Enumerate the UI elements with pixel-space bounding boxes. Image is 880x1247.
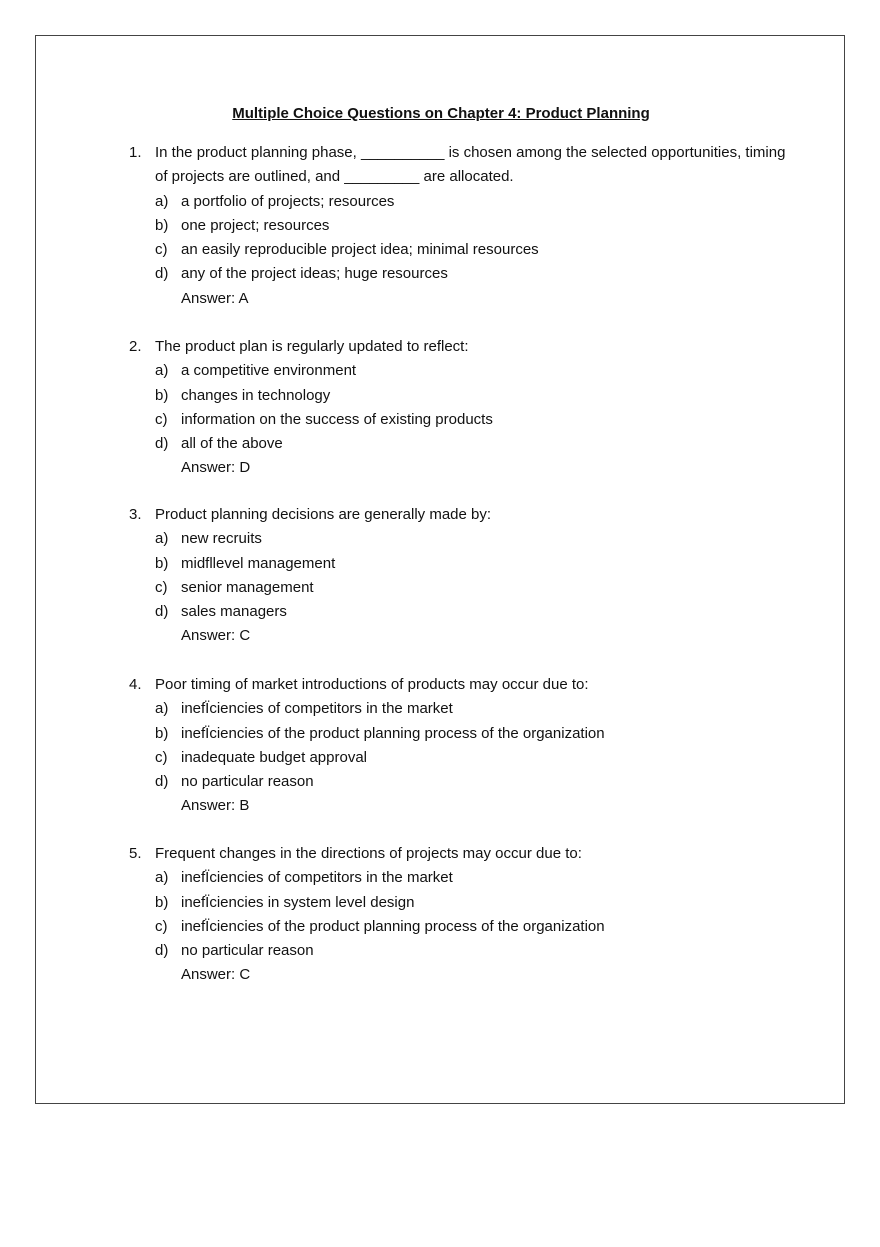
option-letter: b) xyxy=(155,386,169,404)
answer-value: C xyxy=(239,627,251,645)
option-text: new recruits xyxy=(181,530,262,548)
question-stem: Poor timing of market introductions of products may occur due to: xyxy=(155,676,589,693)
question-text xyxy=(129,335,789,359)
question-3 xyxy=(129,503,789,649)
option-text: sales managers xyxy=(181,603,287,621)
option-b xyxy=(129,891,789,915)
option-text: senior management xyxy=(181,578,314,596)
answer-value: C xyxy=(239,966,251,984)
answer-value: D xyxy=(239,459,251,477)
option-b xyxy=(129,722,789,746)
option-text: an easily reproducible project idea; minimal resources xyxy=(181,241,539,259)
answer-line xyxy=(129,624,789,648)
option-letter: a) xyxy=(155,362,169,380)
option-text: no particular reason xyxy=(181,773,314,791)
option-letter: a) xyxy=(155,700,169,718)
option-b xyxy=(129,384,789,408)
answer-label: Answer: xyxy=(181,966,236,984)
option-a xyxy=(129,866,789,890)
option-letter: c) xyxy=(155,748,168,766)
question-number: 1. xyxy=(129,144,142,161)
question-text xyxy=(129,141,789,190)
option-c xyxy=(129,746,789,770)
question-text xyxy=(129,673,789,697)
option-a xyxy=(129,359,789,383)
question-stem: In the product planning phase, __________ is chosen among the selected opportunities, timing of projects are outlined, and _________ are allocated. xyxy=(155,144,786,186)
option-text: inefÏciencies of the product planning process of the organization xyxy=(181,917,605,935)
answer-line xyxy=(129,287,789,311)
option-letter: d) xyxy=(155,435,169,453)
option-text: a portfolio of projects; resources xyxy=(181,192,395,210)
option-letter: b) xyxy=(155,216,169,234)
option-c xyxy=(129,408,789,432)
option-letter: b) xyxy=(155,893,169,911)
option-text: changes in technology xyxy=(181,386,331,404)
answer-label: Answer: xyxy=(181,797,236,815)
option-c xyxy=(129,238,789,262)
answer-line xyxy=(129,963,789,987)
answer-value: A xyxy=(238,289,249,307)
document-title: Multiple Choice Questions on Chapter 4: Product Planning xyxy=(232,105,650,122)
answer-label: Answer: xyxy=(181,289,236,307)
option-letter: d) xyxy=(155,603,169,621)
answer-label: Answer: xyxy=(181,459,236,477)
option-text: inadequate budget approval xyxy=(181,748,367,766)
option-letter: a) xyxy=(155,869,169,887)
answer-label: Answer: xyxy=(181,627,236,645)
option-d xyxy=(129,770,789,794)
question-text xyxy=(129,503,789,527)
question-number: 5. xyxy=(129,845,142,862)
option-letter: a) xyxy=(155,192,169,210)
option-letter: d) xyxy=(155,773,169,791)
question-1 xyxy=(129,141,789,311)
option-d xyxy=(129,600,789,624)
question-number: 4. xyxy=(129,676,142,693)
question-2 xyxy=(129,335,789,481)
option-letter: d) xyxy=(155,265,169,283)
question-5 xyxy=(129,842,789,988)
option-text: any of the project ideas; huge resources xyxy=(181,265,448,283)
option-letter: b) xyxy=(155,554,169,572)
option-text: inefÏciencies of competitors in the market xyxy=(181,869,453,887)
option-letter: c) xyxy=(155,578,168,596)
option-d xyxy=(129,262,789,286)
option-d xyxy=(129,939,789,963)
option-d xyxy=(129,432,789,456)
option-letter: b) xyxy=(155,724,169,742)
option-text: inefÏciencies of the product planning process of the organization xyxy=(181,724,605,742)
option-letter: c) xyxy=(155,410,168,428)
answer-line xyxy=(129,794,789,818)
question-number: 2. xyxy=(129,338,142,355)
question-stem: The product plan is regularly updated to reflect: xyxy=(155,338,469,355)
question-number: 3. xyxy=(129,506,142,523)
option-text: information on the success of existing products xyxy=(181,410,493,428)
option-c xyxy=(129,576,789,600)
option-text: inefÏciencies in system level design xyxy=(181,893,415,911)
option-letter: c) xyxy=(155,917,168,935)
option-letter: d) xyxy=(155,942,169,960)
option-letter: a) xyxy=(155,530,169,548)
option-a xyxy=(129,190,789,214)
option-a xyxy=(129,527,789,551)
option-text: all of the above xyxy=(181,435,283,453)
option-b xyxy=(129,552,789,576)
option-text: inefÏciencies of competitors in the market xyxy=(181,700,453,718)
question-stem: Frequent changes in the directions of projects may occur due to: xyxy=(155,845,582,862)
option-text: a competitive environment xyxy=(181,362,357,380)
answer-line xyxy=(129,456,789,480)
question-4 xyxy=(129,673,789,819)
option-c xyxy=(129,915,789,939)
option-letter: c) xyxy=(155,241,168,259)
question-stem: Product planning decisions are generally made by: xyxy=(155,506,492,523)
option-text: one project; resources xyxy=(181,216,330,234)
question-text xyxy=(129,842,789,866)
option-a xyxy=(129,697,789,721)
answer-value: B xyxy=(239,797,250,815)
option-b xyxy=(129,214,789,238)
option-text: no particular reason xyxy=(181,942,314,960)
option-text: midfllevel management xyxy=(181,554,336,572)
